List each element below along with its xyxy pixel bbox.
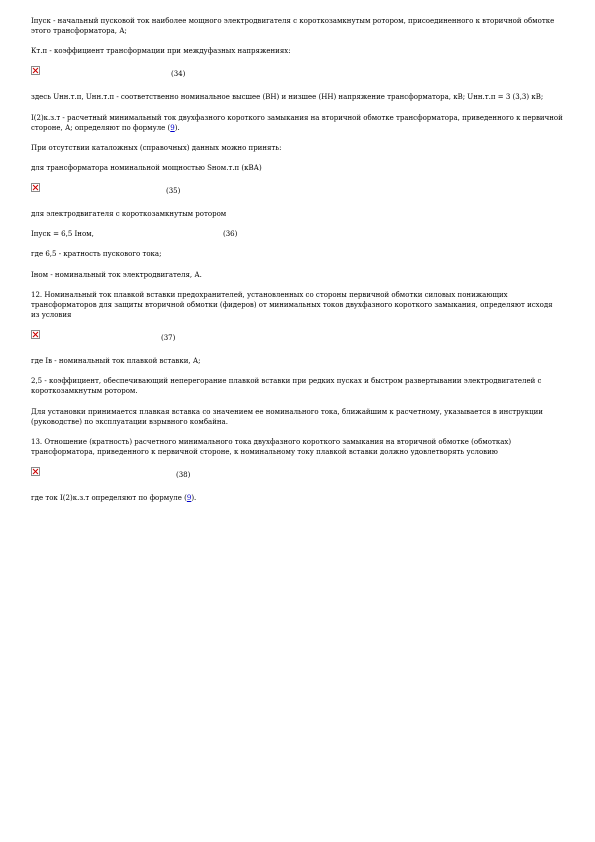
paragraph-multiplicity-ratio: 13. Отношение (кратность) расчетного минимального тока двухфазного короткого замыкания на вторичной обмотке (обмотках) трансформатора, приведенного к первичной стороне, к номинальному току плавкой вставки должно удовлетворять условию [31,437,512,456]
text: ). [191,494,197,503]
text: I(2)к.з.т - расчетный минимальный ток двухфазного короткого замыкания на вторичной обмотке трансформатора, приведенного к первичной стороне, А; определяют по формуле ( [31,113,563,132]
broken-image-icon [31,330,40,339]
paragraph-fuse-current: где Iв - номинальный ток плавкой вставки, А; [31,357,201,366]
paragraph-short-circuit-current [31,113,563,133]
equation-number-36: (36) [223,230,238,239]
text: где ток I(2)к.з.т определяют по формуле ( [31,494,187,503]
paragraph-fuse-rating: 12. Номинальный ток плавкой вставки предохранителей, установленных со стороны первичной обмотки силовых понижающих трансформаторов для защиты вторичной обмотки (фидеров) от минимальных токов двухфазного короткого замыкания, определяют исходя из условия [31,290,553,319]
document-body [31,16,563,513]
equation-number-35: (35) [166,187,181,196]
paragraph-transform-ratio: Кт.п - коэффициент трансформации при междуфазных напряжениях: [31,47,291,56]
paragraph-motor-rotor: для электродвигателя с короткозамкнутым ротором [31,210,227,219]
broken-image-icon [31,66,40,75]
paragraph-formula-reference [31,493,563,503]
equation-number-37: (37) [161,334,176,343]
paragraph-start-multiplicity: где 6,5 - кратность пускового тока; [31,250,162,259]
text: ). [174,123,180,132]
formula-link-9[interactable]: 9 [170,123,175,132]
paragraph-coefficient: 2,5 - коэффициент, обеспечивающий неперегорание плавкой вставки при редких пусках и быстром развертывании электродвигателей с короткозамкнутым ротором. [31,377,542,396]
paragraph-catalog-absence: При отсутствии каталожных (справочных) данных можно принять: [31,143,282,152]
paragraph-transformer-power: для трансформатора номинальной мощностью Sном.т.п (кВА) [31,163,262,172]
equation-number-34: (34) [171,70,186,79]
paragraph-nominal-current: Iном - номинальный ток электродвигателя, А. [31,270,202,279]
broken-image-icon [31,183,40,192]
paragraph-start-formula [31,229,563,239]
formula-35 [31,183,563,197]
broken-image-icon [31,467,40,476]
formula-34 [31,66,563,80]
formula-38 [31,467,563,481]
formula-link-9[interactable]: 9 [186,494,192,503]
formula-start-current: Iпуск = 6,5 Iном, [31,230,94,239]
paragraph-start-current: Iпуск - начальный пусковой ток наиболее мощного электродвигателя с короткозамкнутым ротором, присоединенного к вторичной обмотке этого трансформатора, А; [31,17,555,36]
formula-37 [31,330,563,344]
equation-number-38: (38) [176,471,191,480]
paragraph-voltage-definition: здесь Uнн.т.п, Uнн.т.п - соответственно номинальное высшее (ВН) и низшее (НН) напряжение трансформатора, кВ; Uнн.т.п = 3 (3,3) кВ; [31,93,544,102]
paragraph-fuse-installation: Для установки принимается плавкая вставка со значением ее номинального тока, ближайшим к расчетному, указывается в инструкции (руководстве) по эксплуатации взрывного комбайна. [31,407,543,426]
